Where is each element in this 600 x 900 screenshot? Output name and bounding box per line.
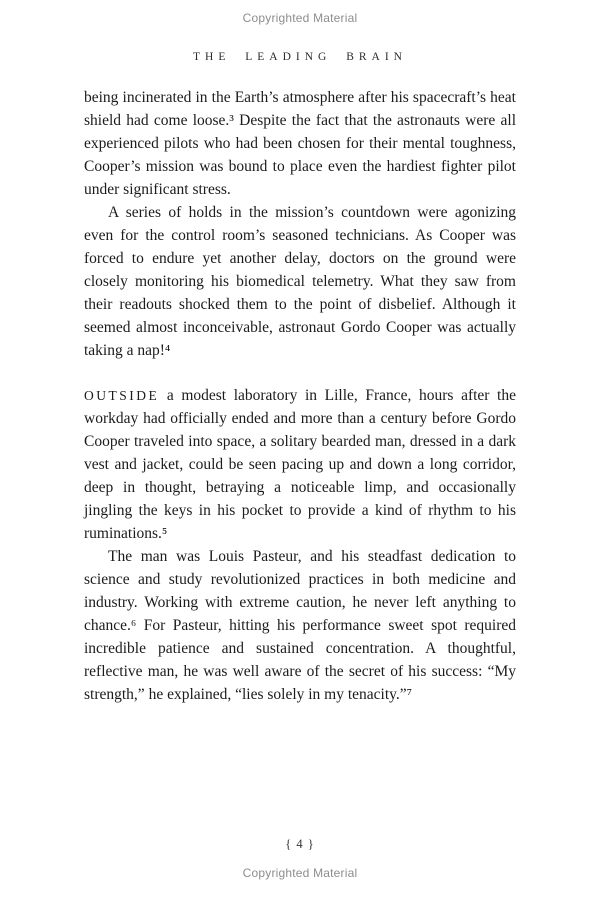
paragraph-continuation: being incinerated in the Earth’s atmosphere after his spacecraft’s heat shield had come loose.³ Despite the fact that the astronauts were all experienced pilots who had been chosen for their mental toughness, Cooper’s mission was bound to place even the hardiest fighter pilot under significant stress. bbox=[84, 89, 516, 198]
section-lead-word: OUTSIDE bbox=[84, 388, 160, 403]
paragraph-text: a modest laboratory in Lille, France, hours after the workday had officially ended and more than a century before Gordo Cooper traveled into space, a solitary bearded man, dressed in a dark vest and jacket, could be seen pacing up and down a long corridor, deep in thought, betraying a noticeable limp, and occasionally jingling the keys in his pocket to provide a kind of rhythm to his ruminations.⁵ bbox=[84, 387, 516, 542]
page-number: { 4 } bbox=[285, 837, 315, 851]
copyright-notice-top: Copyrighted Material bbox=[242, 11, 358, 25]
paragraph: A series of holds in the mission’s countdown were agonizing even for the control room’s seasoned technicians. As Cooper was forced to endure yet another delay, doctors on the ground were closely monitoring his biomedical telemetry. What they saw from their readouts shocked them to the point of disbelief. Although it seemed almost inconceivable, astronaut Gordo Cooper was actually taking a nap!⁴ bbox=[84, 204, 516, 359]
copyright-notice-bottom: Copyrighted Material bbox=[242, 866, 358, 880]
running-head: THE LEADING BRAIN bbox=[193, 51, 407, 63]
paragraph-section-start bbox=[84, 384, 516, 545]
page-body bbox=[84, 86, 516, 706]
paragraph: The man was Louis Pasteur, and his steadfast dedication to science and study revolutionized practices in both medicine and industry. Working with extreme caution, he never left anything to chance.⁶ For Pasteur, hitting his performance sweet spot required incredible patience and sustained concentration. A thoughtful, reflective man, he was well aware of the secret of his success: “My strength,” he explained, “lies solely in my tenacity.”⁷ bbox=[84, 548, 516, 703]
